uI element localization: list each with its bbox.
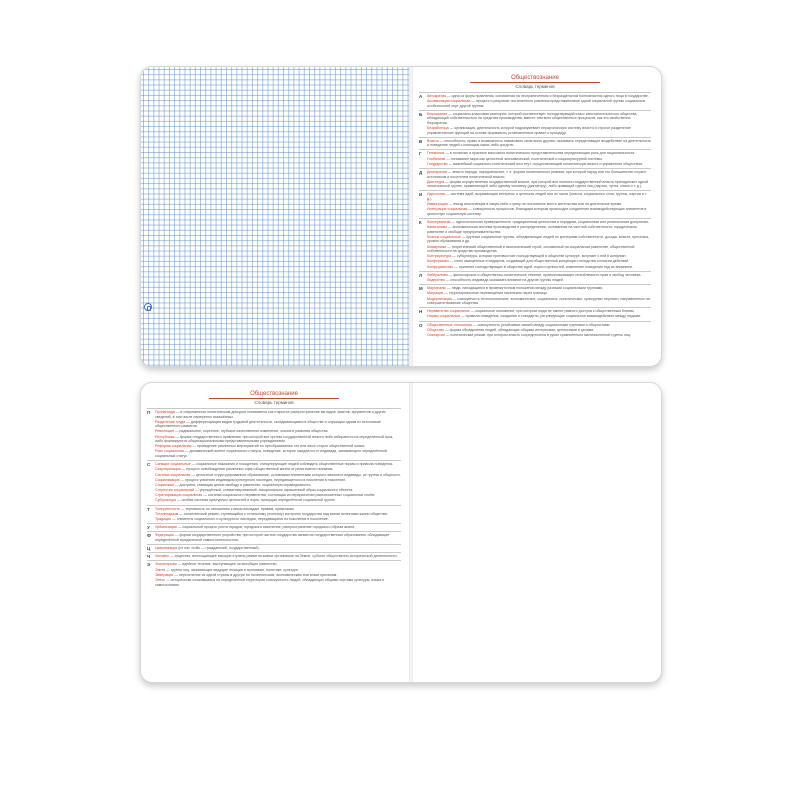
glossary-term: Власть [427,138,439,143]
section-entries [427,309,651,319]
glossary-term: Коммунизм [427,244,446,249]
glossary-term: Революция [155,429,174,434]
glossary-entry [427,245,651,254]
glossary-entry [427,254,651,259]
blank-page [413,383,661,682]
glossary-term: Реформа социальная [155,444,192,449]
glossary-definition: — философское и общественно-политическое течение, провозглашающее незыблемость прав и свобод человека. [447,272,642,277]
glossary-definition: — в современном политическом дискурсе понимается как открытое распространение взглядов, фактов, аргументов и других сведений, в том числе намеренно искажённых. [155,410,386,419]
section-letter: А [419,94,423,99]
section-entries [427,151,651,167]
glossary-definition: — политический режим, стремящийся к тотальному (полному) контролю государства над всеми аспектами жизни общества. [178,511,388,516]
glossary-definition: — особая система культурных ценностей и норм, присущая определённой социальной группе. [175,498,336,503]
glossary-sections [147,408,401,588]
section-entries [155,410,401,459]
glossary-entry [155,410,401,419]
letter-section [419,307,651,319]
glossary-page [413,67,661,366]
section-entries [155,525,401,530]
section-letter: Ч [147,554,151,560]
glossary-entry [155,562,401,567]
glossary-definition: — субкультура, которая противостоит господствующей в обществе культуре, вступает с ней в конфликт. [451,254,627,259]
section-letter: С [147,462,151,468]
glossary-entry [427,225,651,234]
glossary-entry [155,462,401,467]
section-entries [427,170,651,189]
glossary-term: Ассимиляция социальная [427,99,471,104]
glossary-entry [427,139,651,148]
glossary-term: Безработица [427,126,449,131]
section-letter: М [419,286,423,292]
glossary-definition: — исторически сложившаяся на определённой территории совокупность людей, обладающих общими чертами культуры, языка и самосознания. [155,578,385,587]
glossary-entry [427,328,651,333]
glossary-definition: — процесс освобождения различных сфер общественной жизни от религиозного влияния. [180,467,334,472]
glossary-term: Консерватизм [427,219,451,224]
section-entries [155,562,401,587]
section-entries [155,507,401,523]
glossary-definition: — люди, находящиеся в промежуточном положении между разными социальными группами. [446,286,604,291]
letter-section [419,110,651,136]
glossary-term: Эгалитаризм [155,562,177,567]
glossary-entry [155,546,401,551]
letter-section [419,92,651,109]
letter-section [419,321,651,339]
section-letter: Г [419,151,422,157]
section-entries [155,533,401,543]
glossary-entry [427,333,651,338]
glossary-entry [155,420,401,429]
glossary-entry [427,314,651,319]
letter-section [419,149,651,167]
glossary-term: Санкции социальные [155,462,191,467]
letter-section [419,168,651,189]
section-letter: И [419,192,423,198]
section-letter: Д [419,170,423,175]
section-entries [427,220,651,270]
glossary-entry [427,265,651,270]
section-letter: У [147,525,150,531]
section-letter: Б [419,111,423,117]
page-title: Обществознание [209,391,339,399]
glossary-term: Государство [427,161,448,166]
glossary-term: Иммиграция [427,202,448,207]
glossary-term: Диктатура [427,179,445,184]
glossary-term: Тоталитаризм [155,511,179,516]
glossary-entry [427,291,651,296]
glossary-term: Социализация [155,477,180,482]
glossary-term: Урбанизация [155,525,177,530]
section-letter: Т [147,506,150,512]
glossary-entry [427,235,651,244]
glossary-entry [427,202,651,207]
letter-section [147,560,401,587]
glossary-entry [427,112,651,126]
glossary-definition: — группа лиц, занимающих ведущие позиции в экономике, политике, культуре. [165,567,299,572]
glossary-entry [155,449,401,458]
letter-section [419,284,651,306]
glossary-entry [155,507,401,512]
letter-section [147,523,401,530]
glossary-term: Олигархия [427,332,445,337]
grid-page [141,67,411,366]
glossary-definition: — элементы социального и культурного наследия, передающиеся из поколения в поколение. [171,517,329,521]
glossary-term: Интеграция социальная [427,207,468,212]
glossary-definition: — существо, воплощающее высшую ступень развития живых организмов на Земле, субъект общественно-исторической деятельности. [168,554,398,559]
glossary-definition: — одна из форм правления, основанная на неограниченном и безраздельном полновластии одного лица в государстве. [445,94,649,98]
glossary-term: Секуляризация [155,467,181,472]
letter-section [147,460,401,504]
glossary-definition: — проведение различных мероприятий по преобразованию тех или иных сторон общественной жизни. [191,444,366,449]
glossary-definition: — социальные наказания и поощрения, стимулирующие людей соблюдать общественные нормы и правила поведения. [190,462,394,467]
glossary-definition: — способность индивида оказывать влияние на другие группы людей. [444,277,564,282]
section-entries [427,273,651,283]
letter-section [419,190,651,217]
glossary-term: Неравенство социальное [427,309,470,314]
glossary-definition: — процесс и результат постепенного усвоения представителями одной социальной группы социальных особенностей черт другой группы. [427,99,646,108]
glossary-definition: — дифференциация видов трудовой деятельности, складывающаяся в обществе и служащая одним из источников общественного развития. [155,419,381,429]
glossary-term: Федерация [155,533,174,538]
glossary-term: Лидерство [427,277,445,282]
glossary-term: Глобализм [427,156,446,161]
glossary-term: Модернизация [427,296,452,301]
glossary-entry [155,429,401,434]
glossary-entry [427,157,651,162]
glossary-definition: — совокупность процессов, благодаря которым происходит соединение взаимодействующих элементов в целостную социальную систему. [427,207,647,216]
section-entries [155,546,401,551]
letter-section [147,408,401,459]
glossary-definition: — социальное положение, при котором люди не имеют равного доступа к общественным благам. [469,309,635,314]
glossary-term: Разделение труда [155,419,186,424]
notebook-spread-top [140,66,662,367]
glossary-term: Цивилизация [155,546,178,551]
glossary-entry [155,568,401,573]
section-letter: Э [147,562,151,568]
section-letter: Н [419,309,423,315]
section-entries [155,554,401,559]
glossary-definition: — совокупность устойчивых связей между социальными группами и общностями. [472,322,611,327]
glossary-entry [155,483,401,488]
glossary-definition: — форма государственного правления, при которой все органы государственной власти либо избираются на определённый срок, либо формируются общенациональными представительными учреждениями. [155,434,394,444]
glossary-entry [427,323,651,328]
glossary-entry [427,170,651,179]
letter-section [419,271,651,283]
glossary-definition: — принятие господствующих в обществе идей, норм и ценностей, изменение поведения под их влиянием. [453,264,633,269]
glossary-definition: — политический режим, при котором власть сосредоточена в руках сравнительно малочисленной группы лиц. [444,332,632,337]
glossary-definition: — совокупность технологических, экономических, социальных, политических, культурных перемен, направленных на совершенствование общества. [427,296,650,305]
glossary-page [141,383,409,682]
glossary-definition: — понимание мира как целостной экономической, политической и социокультурной системы. [445,156,603,161]
letter-section [147,544,401,551]
glossary-term: Общество [427,327,445,332]
glossary-entry [427,273,651,278]
glossary-entry [155,467,401,472]
glossary-definition: — въезд иностранцев в какую-либо страну на постоянное место жительства или на длительное время. [447,202,622,207]
glossary-term: Маргиналы [427,286,447,291]
letter-section [419,137,651,149]
glossary-term: Традиция [155,517,172,521]
glossary-definition: — территориальные перемещения населения через границы. [443,291,549,296]
glossary-entry [427,126,651,135]
glossary-definition: — форма объединения людей, обладающих общими интересами, ценностями и целями. [444,327,595,332]
glossary-entry [155,488,401,493]
glossary-definition: — в политике и практике массового политического представительства определяющая роль для национальности. [444,151,636,156]
glossary-entry [155,533,401,542]
glossary-definition: — идеологическая приверженность традиционным ценностям и порядкам, социальным или религиозным доктринам. [450,219,649,224]
glossary-definition: — социально-классовая категория, которой соответствует господствующий класс капиталистического общества, обладающий собственностью на средства производства, вместе тем всех общественных процессов, как это свойственно бюрократии. [427,111,638,125]
glossary-sections [419,92,651,338]
letter-section [147,552,401,559]
glossary-term: Социализм [155,482,174,487]
glossary-definition: (от лат. civilis — гражданский, государственный). [177,546,260,551]
glossary-entry [155,525,401,530]
section-entries [427,286,651,306]
section-letter: Ц [147,546,151,552]
glossary-entry [427,94,651,99]
glossary-term: Гегемония [427,151,445,156]
glossary-term: Либерализм [427,272,448,277]
section-letter: О [419,322,423,328]
glossary-definition: — упрощённый, схематизированный, эмоционально окрашенный образ социального объекта. [194,488,354,493]
glossary-definition: — правила поведения, ожидания и стандарты, регулирующие социальное взаимодействие между людьми. [460,314,642,319]
glossary-term: Стратификация социальная [155,493,203,498]
glossary-entry [155,473,401,478]
glossary-term: Элита [155,567,166,572]
glossary-entry [427,297,651,306]
glossary-term: Капитализм [427,225,447,230]
glossary-term: Пропаганда [155,410,175,414]
section-letter: К [419,219,422,225]
glossary-entry [427,286,651,291]
glossary-term: Толерантность [155,506,180,511]
page-subtitle: Словарь терминов [254,400,294,405]
glossary-entry [427,162,651,167]
glossary-definition: — важнейший социально-политический институт, осуществляющий политическую власть и управление обществом. [447,161,643,166]
glossary-definition: — терпимость по отношению к иным взглядам, нравам, привычкам. [179,506,295,511]
glossary-term: Человек [155,554,169,559]
page-title: Обществознание [470,75,600,83]
glossary-definition: — доктрина, ставящая целью свободу и равенство, социальную справедливость. [173,482,312,487]
glossary-term: Нормы социальные [427,314,461,319]
glossary-definition: — соню самоценных стандартов, создающий для общественной концепции господства согласии действий. [448,259,630,264]
glossary-definition: — форма осуществления государственной власти, при которой вся полнота государственной власти принадлежит одной политической группе, применяющей либо одному человеку (диктатору), либо правящей группе лиц (партия, хунта, клика и т. д.). [427,179,649,189]
glossary-definition: — динамический аспект социального статуса, поведение, которое ожидается от индивида, занимающего определённый социальный статус. [155,449,387,458]
section-entries [427,94,651,109]
section-letter: Л [419,272,423,278]
glossary-entry [155,512,401,517]
glossary-term: Стереотип социальный [155,488,195,493]
glossary-entry [427,207,651,216]
section-entries [427,139,651,149]
glossary-term: Роль социальная [155,449,184,454]
glossary-term: Бюрократия [427,111,448,116]
glossary-definition: — экономическая система производства и распределения, основанная на частной собственности, юридическом равенстве и свободе предпринимательства. [427,225,637,234]
glossary-entry [427,309,651,314]
glossary-entry [155,498,401,503]
letter-section [147,531,401,543]
glossary-entry [427,151,651,156]
glossary-definition: — организация, деятельность которой подразумевает иерархическую систему власти и строгое разделение управленческих функций на основе формально установленных правил и процедур. [427,126,631,135]
glossary-entry [427,259,651,264]
glossary-entry [155,435,401,444]
letter-section [147,505,401,523]
glossary-definition: — радикальное, коренное, глубокое качественное изменение, скачок в развитии общества. [173,429,329,434]
glossary-term: Классы социальные [427,234,461,239]
glossary-term: Контркультура [427,254,452,259]
glossary-entry [155,517,401,522]
glossary-definition: — социальный процесс роста городов, городского населения, распространение городского образа жизни. [176,525,356,530]
glossary-entry [427,220,651,225]
notebook-spread-bottom [140,382,662,683]
section-letter: В [419,138,423,144]
glossary-definition: — крупные социальные группы, объединяющие людей по критериям собственности, дохода, власти, престижа, уровня образования и др. [427,234,649,244]
section-letter: Ф [147,533,151,539]
section-entries [155,462,401,504]
glossary-definition: — теоретический общественный и экономический строй, основанный на социальном равенстве, общественной собственности на средства производства. [427,244,635,253]
section-entries [427,192,651,217]
glossary-term: Этнос [155,578,166,582]
glossary-entry [155,478,401,483]
glossary-definition: — власть народа, народовластие, т. е. форма политического режима, при которой народ или его большинство служит источником и носителем политической власти. [427,170,647,179]
glossary-definition: — система социального неравенства, состоящая из иерархически расположенных социальных слоёв. [202,493,376,498]
glossary-term: Система социальная [155,472,191,477]
glossary-entry [155,444,401,449]
glossary-entry [155,578,401,587]
glossary-definition: — система идей, выражающая интересы и ценности людей или их части (класса, социального слоя, группы, партии и т. д.). [427,192,648,201]
glossary-term: Общественные отношения [427,322,472,327]
glossary-definition: — переселение из одной страны в другую по политическим, экономическим или иным причинам. [173,572,338,577]
page-subtitle: Словарь терминов [515,84,555,89]
glossary-term: Субкультура [155,498,176,503]
glossary-term: Республика [155,434,175,439]
glossary-definition: — способность, право и возможность навязывать свою волю другим, оказывать определяющее воздействие на деятельность и поведение людей с помощью каких-либо средств. [427,138,651,148]
glossary-definition: — процесс усвоения индивидом культурного наследия, передающегося из поколения в поколение. [179,477,347,482]
glossary-term: Конфуцианство [427,264,454,269]
glossary-entry [427,192,651,201]
glossary-definition: — идейное течение, выступающее за всеобщее равенство. [176,562,278,567]
glossary-entry [427,278,651,283]
glossary-entry [155,573,401,578]
section-letter: П [147,410,151,415]
glossary-term: Автократия [427,94,446,98]
glossary-term: Миграция [427,291,444,296]
glossary-term: Эмиграция [155,572,174,577]
glossary-definition: — форма государственного устройства, при которой частью государства являются государственные образования, обладающие определённой юридической самостоятельностью. [155,533,390,542]
glossary-entry [155,554,401,559]
glossary-entry [427,180,651,189]
publisher-logo-icon [144,303,152,311]
glossary-entry [427,99,651,108]
glossary-entry [155,493,401,498]
letter-section [419,218,651,270]
glossary-term: Конформизм [427,259,449,264]
glossary-term: Идеология [427,192,445,197]
glossary-definition: — целостное структурированное образование, основными элементами которого являются индивиды, их группы и общности. [190,472,401,477]
section-entries [427,323,651,339]
glossary-term: Демократия [427,170,447,174]
section-entries [427,112,651,136]
